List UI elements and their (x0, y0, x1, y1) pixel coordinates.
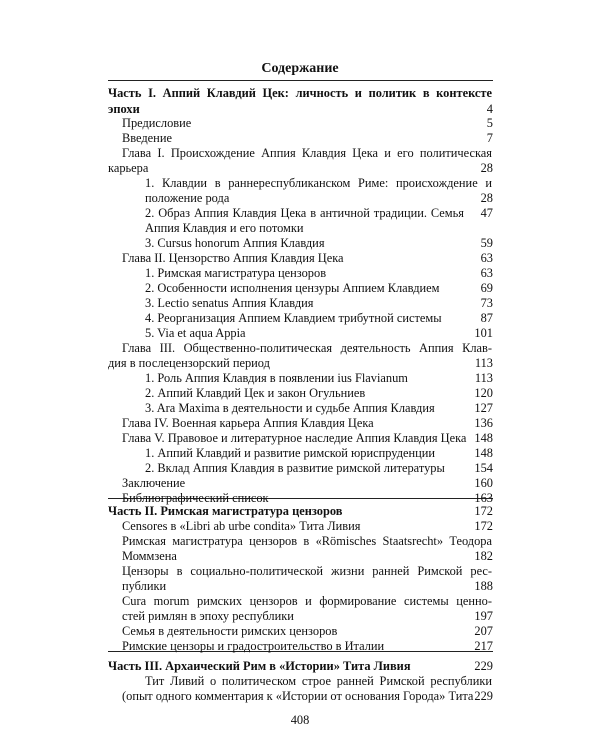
toc-entry (0, 266, 600, 281)
toc-entry-title: стей римлян в эпоху республики (122, 609, 294, 623)
toc-entry-page: 113 (474, 371, 493, 385)
toc-entry (0, 609, 600, 624)
toc-entry (0, 341, 600, 356)
toc-entry (0, 281, 600, 296)
toc-entry-title: Глава V. Правовое и литературное наследие Аппия Клавдия Цека (122, 431, 467, 445)
toc-entry-title: Censores в «Libri ab urbe condita» Тита Ливия (122, 519, 361, 533)
toc-entry-page: 172 (474, 519, 493, 533)
toc-entry (0, 639, 600, 654)
toc-entry (0, 86, 600, 101)
toc-entry-title: карьера (108, 161, 149, 175)
toc-entry-title: эпохи (108, 102, 140, 116)
toc-entry-page: 69 (480, 281, 493, 295)
toc-entry-title: 1. Роль Аппия Клавдия в появлении ius Flavianum (145, 371, 408, 385)
toc-entry-title: Римские цензоры и градостроительство в Италии (122, 639, 385, 653)
toc-entry-page: 47 (480, 206, 493, 220)
toc-entry (0, 296, 600, 311)
toc-entry (0, 689, 600, 704)
toc-entry (0, 146, 600, 161)
toc-entry-title: Моммзена (122, 549, 177, 563)
toc-entry-title: Тит Ливий о политическом строе ранней Римской республики (145, 674, 492, 688)
toc-entry (0, 431, 600, 446)
toc-entry-page: 197 (474, 609, 493, 623)
toc-entry-title: 4. Реорганизация Аппием Клавдием трибутной системы (145, 311, 442, 325)
toc-entry-title: Глава I. Происхождение Аппия Клавдия Цека и его политическая (122, 146, 492, 160)
toc-entry (0, 386, 600, 401)
toc-entry (0, 311, 600, 326)
toc-entry-title: (опыт одного комментария к «Истории от основания Города» Тита (122, 689, 474, 703)
toc-entry-title: 2. Вклад Аппия Клавдия в развитие римской литературы (145, 461, 445, 475)
toc-entry-title: Глава IV. Военная карьера Аппия Клавдия Цека (122, 416, 374, 430)
toc-entry (0, 191, 600, 206)
toc-entry-title: Глава III. Общественно-политическая деятельность Аппия Клав- (122, 341, 492, 355)
toc-entry-page: 113 (474, 356, 493, 370)
divider (108, 80, 493, 81)
toc-entry-page: 182 (474, 549, 493, 563)
page-title: Содержание (261, 61, 339, 76)
toc-entry (0, 326, 600, 341)
toc-entry-page: 160 (474, 476, 493, 490)
toc-entry-page: 154 (474, 461, 493, 475)
toc-entry-page: 136 (474, 416, 493, 430)
toc-entry-page: 163 (474, 491, 493, 505)
toc-entry-page: 127 (474, 401, 493, 415)
toc-entry-title: Часть II. Римская магистратура цензоров (108, 504, 343, 518)
toc-entry (0, 176, 600, 191)
toc-entry-page: 188 (474, 579, 493, 593)
toc-entry (0, 549, 600, 564)
toc-entry-page: 120 (474, 386, 493, 400)
toc-entry-page: 28 (480, 161, 493, 175)
toc-entry (0, 416, 600, 431)
toc-entry-title: 3. Lectio senatus Аппия Клавдия (145, 296, 314, 310)
toc-entry (0, 102, 600, 117)
toc-entry (0, 401, 600, 416)
toc-entry (0, 476, 600, 491)
toc-entry-page: 59 (480, 236, 493, 250)
toc-entry (0, 221, 600, 236)
toc-entry (0, 131, 600, 146)
toc-entry-page: 5 (486, 116, 493, 130)
toc-entry-page: 229 (474, 689, 493, 703)
toc-entry (0, 356, 600, 371)
toc-entry-page: 28 (480, 191, 493, 205)
toc-entry-title: Аппия Клавдия и его потомки (145, 221, 304, 235)
toc-entry-page: 207 (474, 624, 493, 638)
toc-entry-title: положение рода (145, 191, 230, 205)
toc-entry-title: Римская магистратура цензоров в «Römisches Staatsrecht» Теодора (122, 534, 492, 548)
toc-entry (0, 564, 600, 579)
toc-entry-page: 73 (480, 296, 493, 310)
toc-entry-title: Cura morum римских цензоров и формирование системы ценно- (122, 594, 492, 608)
page-number: 408 (290, 713, 310, 727)
toc-entry-page: 4 (486, 102, 493, 116)
toc-entry (0, 504, 600, 519)
toc-entry (0, 461, 600, 476)
toc-entry (0, 251, 600, 266)
toc-entry (0, 519, 600, 534)
toc-entry (0, 659, 600, 674)
toc-entry-title: 1. Римская магистратура цензоров (145, 266, 327, 280)
toc-entry-title: Введение (122, 131, 172, 145)
toc-entry-title: Библиографический список (122, 491, 269, 505)
toc-entry-title: 2. Особенности исполнения цензуры Аппием Клавдием (145, 281, 440, 295)
toc-entry-title: 3. Cursus honorum Аппия Клавдия (145, 236, 325, 250)
toc-entry (0, 446, 600, 461)
toc-entry-title: 2. Образ Аппия Клавдия Цека в античной традиции. Семья (145, 206, 464, 220)
toc-entry-title: Глава II. Цензорство Аппия Клавдия Цека (122, 251, 344, 265)
toc-entry (0, 594, 600, 609)
toc-entry-title: Заключение (122, 476, 186, 490)
toc-entry (0, 236, 600, 251)
toc-entry-title: дия в послецензорский период (108, 356, 270, 370)
toc-entry (0, 206, 600, 221)
toc-entry-page: 217 (474, 639, 493, 653)
toc-entry-page: 229 (474, 659, 493, 673)
toc-entry (0, 624, 600, 639)
toc-entry (0, 674, 600, 689)
toc-entry-page: 148 (474, 446, 493, 460)
toc-entry-page: 148 (474, 431, 493, 445)
toc-entry-page: 101 (474, 326, 493, 340)
toc-entry-title: Семья в деятельности римских цензоров (122, 624, 338, 638)
toc-entry-page: 63 (480, 251, 493, 265)
toc-entry (0, 534, 600, 549)
toc-entry-title: 5. Via et aqua Appia (145, 326, 246, 340)
toc-entry-page: 63 (480, 266, 493, 280)
toc-entry-page: 7 (486, 131, 493, 145)
toc-entry (0, 116, 600, 131)
toc-entry-title: 3. Ara Maxima в деятельности и судьбе Аппия Клавдия (145, 401, 435, 415)
toc-entry (0, 161, 600, 176)
toc-entry-title: Цензоры в социально-политической жизни ранней Римской рес- (122, 564, 492, 578)
toc-entry-title: 2. Аппий Клавдий Цек и закон Огульниев (145, 386, 366, 400)
toc-entry (0, 371, 600, 386)
toc-entry-title: публики (122, 579, 167, 593)
toc-entry-title: 1. Аппий Клавдий и развитие римской юриспруденции (145, 446, 436, 460)
toc-entry-title: Часть I. Аппий Клавдий Цек: личность и политик в контексте (108, 86, 492, 100)
toc-entry-page: 172 (474, 504, 493, 518)
toc-entry-page: 87 (480, 311, 493, 325)
toc-entry (0, 579, 600, 594)
toc-entry-title: Часть III. Архаический Рим в «Истории» Тита Ливия (108, 659, 411, 673)
toc-entry-title: 1. Клавдии в раннереспубликанском Риме: происхождение и (145, 176, 492, 190)
toc-entry-title: Предисловие (122, 116, 192, 130)
